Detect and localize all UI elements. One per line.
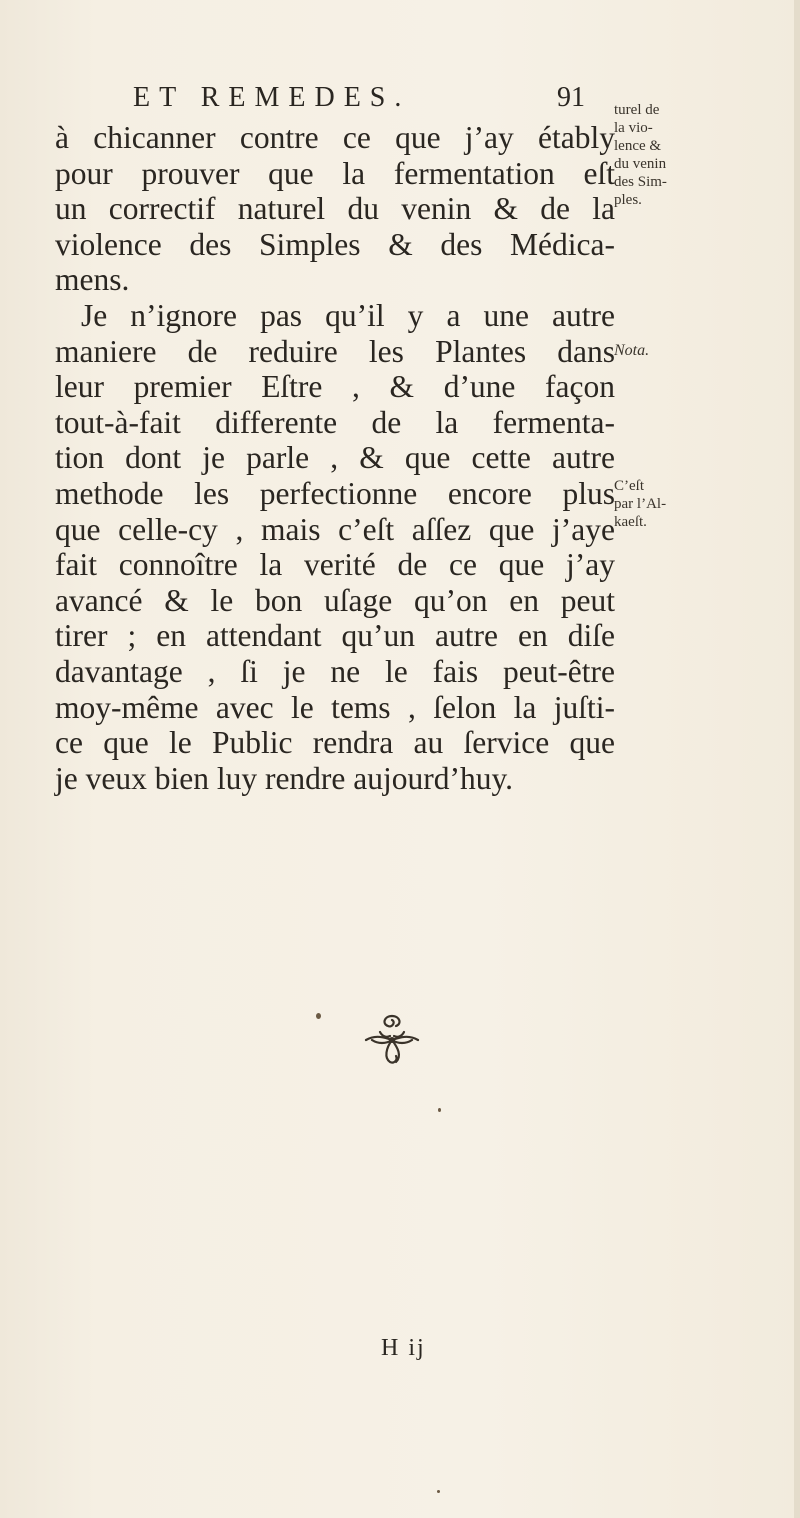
text-line: ce que le Public rendra au ſervice que	[55, 725, 615, 761]
running-head	[133, 82, 633, 118]
text-line: violence des Simples & des Médica-	[55, 226, 615, 262]
text-line: davantage , ſi je ne le fais peut-être	[55, 653, 615, 689]
margin-note-line: C’eſt	[614, 478, 644, 494]
text-line: pour prouver que la fermentation eſt	[55, 155, 615, 191]
margin-note-line: la vio-	[614, 120, 653, 136]
margin-note-line: du venin	[614, 156, 667, 172]
margin-note-3	[614, 478, 794, 532]
text-line: à chicanner contre ce que j’ay étably	[55, 120, 615, 155]
text-line: tirer ; en attendant qu’un autre en diſe	[55, 618, 615, 654]
text-line: leur premier Eſtre , & d’une façon	[55, 369, 615, 405]
body-text	[55, 120, 615, 796]
margin-note-line: kaeſt.	[614, 514, 647, 530]
fleuron-ornament-icon	[352, 1010, 432, 1070]
text-line: avancé & le bon uſage qu’on en peut	[55, 582, 615, 618]
margin-note-line: des Sim-	[614, 174, 667, 190]
text-line: que celle-cy , mais c’eſt aſſez que j’aye	[55, 511, 615, 547]
text-line: Je n’ignore pas qu’il y a une autre	[81, 297, 615, 333]
margin-note-line: lence &	[614, 138, 662, 154]
text-line: methode les perfectionne encore plus	[55, 475, 615, 511]
text-line: je veux bien luy rendre aujourd’huy.	[55, 760, 514, 796]
margin-note-line: ples.	[614, 192, 642, 208]
ink-speck	[437, 1490, 440, 1493]
text-line: fait connoître la verité de ce que j’ay	[55, 547, 615, 583]
running-head-title: ET REMEDES.	[133, 82, 411, 113]
margin-note-line: par l’Al-	[614, 496, 667, 512]
margin-note-2: Nota.	[614, 342, 650, 359]
page-edge	[794, 0, 800, 1518]
signature-mark: H ij	[381, 1335, 426, 1361]
margin-note-1	[614, 102, 794, 210]
text-line: moy-même avec le tems , ſelon la juſti-	[55, 689, 615, 725]
text-line: tion dont je parle , & que cette autre	[55, 440, 615, 476]
page-number: 91	[557, 82, 585, 113]
text-line: tout-à-fait differente de la fermenta-	[55, 404, 615, 440]
margin-note-line: turel de	[614, 102, 660, 118]
text-line: un correctif naturel du venin & de la	[55, 191, 615, 227]
ink-speck	[438, 1108, 441, 1112]
text-line: maniere de reduire les Plantes dans	[55, 333, 615, 369]
ink-speck	[316, 1013, 321, 1019]
text-line: mens.	[55, 262, 130, 298]
